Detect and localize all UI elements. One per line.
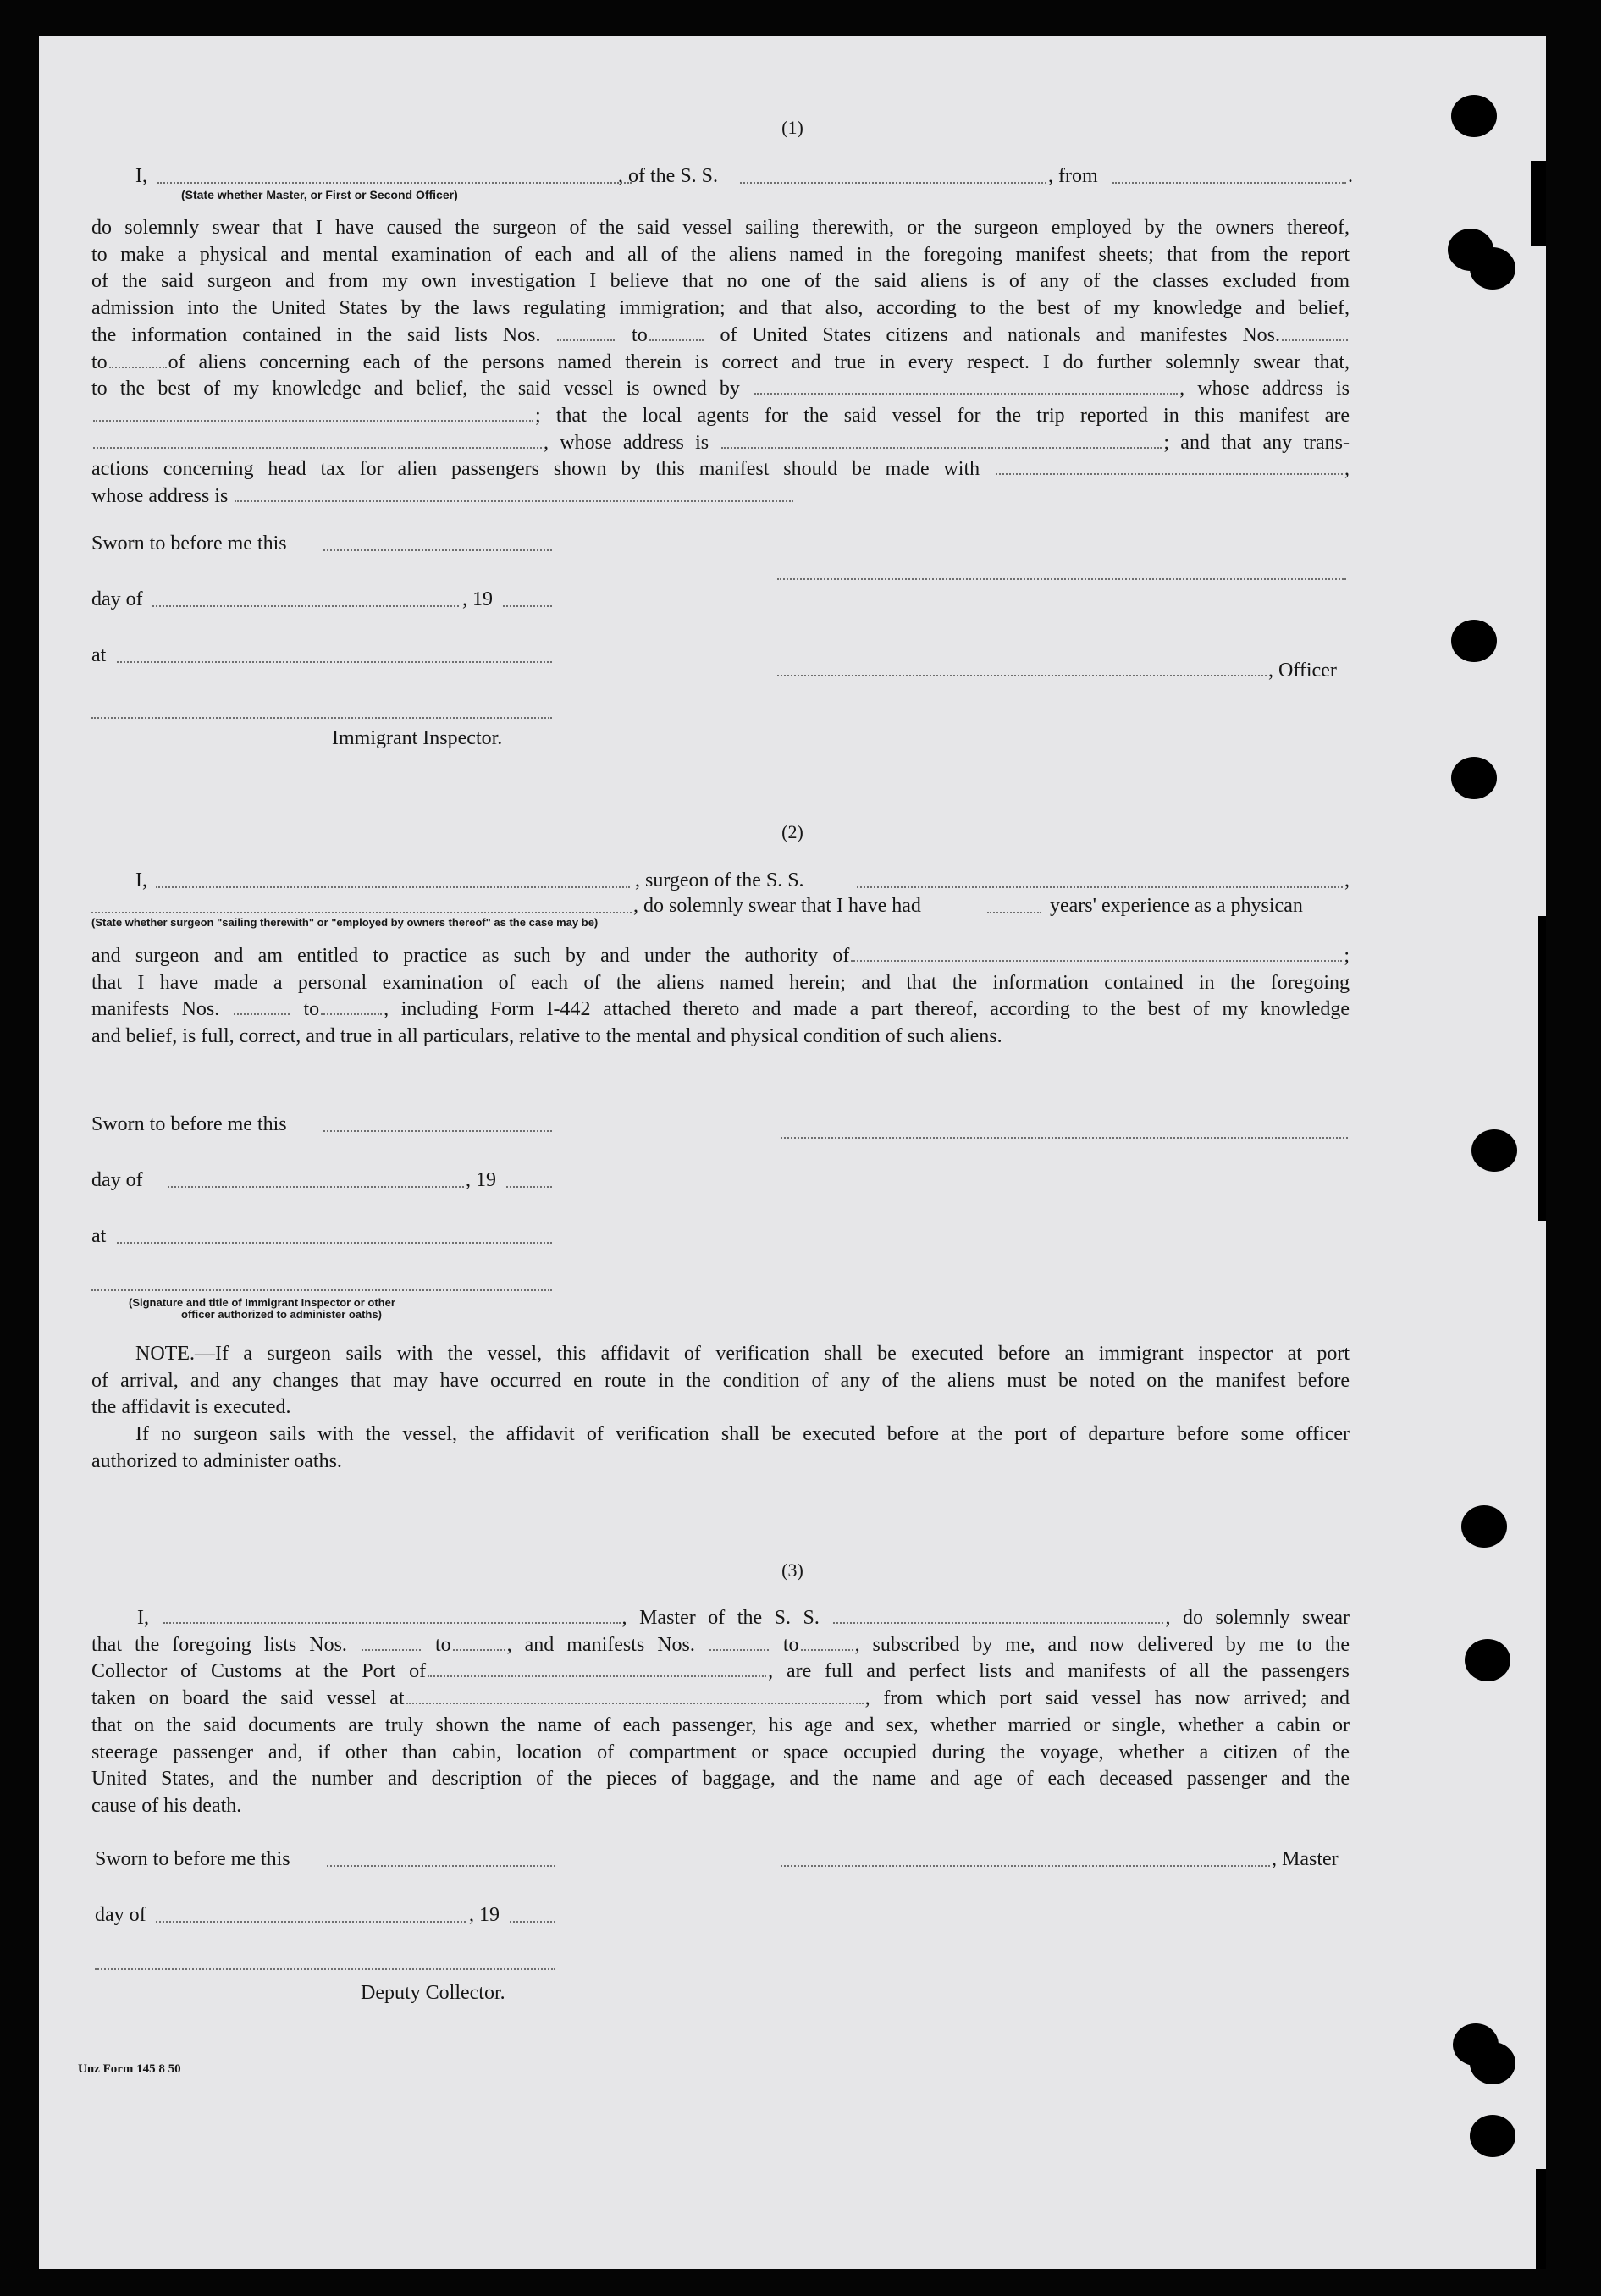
s3-lists-full-text: , are full and perfect lists and manifests of all the passengers xyxy=(768,1660,1350,1683)
s1-from-label: , from xyxy=(1048,165,1098,187)
s1-day-of-label: day of xyxy=(91,588,143,610)
s1-owner-address-label: , whose address is xyxy=(1179,378,1350,400)
s1-year-field[interactable] xyxy=(503,604,552,607)
s3-lists-from-field[interactable] xyxy=(362,1632,421,1651)
s1-owner-address-field[interactable] xyxy=(93,403,533,422)
s2-vessel-name-field[interactable] xyxy=(857,886,1343,888)
s1-of-ss-label: , of the S. S. xyxy=(618,165,719,187)
s3-oath-text xyxy=(91,1605,1350,1820)
s1-head-tax-text: actions concerning head tax for alien passengers shown by this manifest should be made with xyxy=(91,458,980,481)
s2-note2-line-1: If no surgeon sails with the vessel, the affidavit of verification shall be executed before at the port of departure before some officer xyxy=(135,1423,1350,1446)
s1-i-label: I, xyxy=(135,165,147,187)
s2-day-field[interactable] xyxy=(168,1185,464,1188)
s1-vessel-name-field[interactable] xyxy=(740,181,1046,184)
s1-head-tax-field[interactable] xyxy=(996,456,1343,475)
s2-oath-text xyxy=(91,943,1350,1051)
punch-hole xyxy=(1471,1129,1517,1172)
s3-master-label: , Master of the S. S. xyxy=(621,1607,820,1629)
s2-at-field[interactable] xyxy=(117,1241,552,1244)
s3-year-field[interactable] xyxy=(510,1920,555,1923)
s1-agents-field[interactable] xyxy=(93,430,542,449)
punch-hole xyxy=(1451,757,1497,799)
s3-line-4 xyxy=(91,1686,1350,1713)
s1-agents-text: ; that the local agents for the said vessel for the trip reported in this manifest are xyxy=(535,404,1350,427)
s3-swear-label: , do solemnly swear xyxy=(1165,1607,1350,1629)
s3-deputy-line[interactable] xyxy=(95,1968,555,1970)
binding-edge xyxy=(1536,2169,1546,2269)
punch-hole xyxy=(1451,95,1497,137)
s3-master-sig-label: , Master xyxy=(1272,1848,1339,1870)
s2-sig-note-1: (Signature and title of Immigrant Inspector or other xyxy=(129,1296,395,1309)
s1-officer-signature-field[interactable] xyxy=(777,674,1267,676)
s2-authority-field[interactable] xyxy=(851,943,1342,962)
s2-line-6: and belief, is full, correct, and true in all particulars, relative to the mental and physical condition of such aliens. xyxy=(91,1025,1002,1048)
s2-line3-end: ; xyxy=(1344,945,1350,967)
s3-line-2 xyxy=(91,1632,1350,1659)
s3-to-label: to xyxy=(434,1633,451,1656)
s2-inspector-signature-line[interactable] xyxy=(91,1289,552,1291)
s1-trans-text: ; and that any trans- xyxy=(1163,431,1350,454)
s3-line-5: that on the said documents are truly shown the name of each passenger, his age and sex, whether married or single, whether a cabin or xyxy=(91,1714,1350,1736)
punch-hole xyxy=(1461,1505,1507,1548)
s1-oath-text xyxy=(91,215,1350,511)
s1-officer-note: (State whether Master, or First or Second Officer) xyxy=(181,188,458,201)
s2-including-text: , including Form I-442 attached thereto and made a part thereof, according to the best of my knowledge xyxy=(384,998,1350,1021)
s1-signature-line[interactable] xyxy=(777,577,1346,580)
s3-year-label: , 19 xyxy=(469,1904,500,1926)
s1-day-field[interactable] xyxy=(152,604,459,607)
s1-line-8 xyxy=(91,376,1350,403)
s2-year-label: , 19 xyxy=(466,1169,496,1191)
s2-signature-line[interactable] xyxy=(781,1136,1348,1139)
s3-sworn-field[interactable] xyxy=(327,1864,555,1867)
s3-arrived-text: , from which port said vessel has now arrived; and xyxy=(864,1687,1350,1710)
s3-line-6: steerage passenger and, if other than cabin, location of compartment or space occupied during the voyage, whether a citizen of the xyxy=(91,1741,1350,1763)
s1-lists-label: the information contained in the said lists Nos. xyxy=(91,323,541,346)
s1-inspector-line[interactable] xyxy=(91,716,552,719)
s2-day-of-label: day of xyxy=(91,1169,143,1191)
punch-hole xyxy=(1451,620,1497,662)
s3-to-label-2: to xyxy=(782,1633,799,1656)
form-id: Unz Form 145 8 50 xyxy=(78,2062,181,2076)
s1-manifests-label: of United States citizens and nationals and manifestes Nos. xyxy=(720,323,1281,346)
s3-line-3 xyxy=(91,1659,1350,1686)
s2-note-line-1: NOTE.—If a surgeon sails with the vessel, this affidavit of verification shall be executed before an immigrant inspector at port xyxy=(135,1343,1350,1365)
s1-sworn-label: Sworn to before me this xyxy=(91,533,287,555)
s1-from-field[interactable] xyxy=(1112,181,1346,184)
s3-lists-to-field[interactable] xyxy=(453,1632,505,1651)
punch-hole xyxy=(1470,247,1515,290)
s1-agents-address-field[interactable] xyxy=(721,430,1162,449)
s1-sworn-field[interactable] xyxy=(323,549,552,551)
s1-line-6 xyxy=(91,323,1350,350)
s1-at-field[interactable] xyxy=(117,660,552,663)
s3-deputy-label: Deputy Collector. xyxy=(361,1982,505,2004)
s1-line11-end: , xyxy=(1344,458,1350,481)
s2-authority-label: and surgeon and am entitled to practice as such by and under the authority of xyxy=(91,945,850,967)
s3-line-8: cause of his death. xyxy=(91,1794,242,1817)
s2-note2-line-2: authorized to administer oaths. xyxy=(91,1449,342,1472)
s3-i-label: I, xyxy=(137,1607,149,1629)
s1-line-2: do solemnly swear that I have caused the surgeon of the said vessel sailing therewith, or the surgeon employed by the owners thereof, xyxy=(91,217,1350,239)
s3-port-label: Collector of Customs at the Port of xyxy=(91,1660,427,1683)
section-1-number: (1) xyxy=(781,117,803,138)
s1-inspector-label: Immigrant Inspector. xyxy=(332,727,503,749)
punch-hole xyxy=(1470,2115,1515,2157)
s1-manifests-from-field[interactable] xyxy=(1282,323,1348,341)
s3-vessel-name-field[interactable] xyxy=(833,1605,1163,1624)
s1-manifests-to-field[interactable] xyxy=(109,350,167,368)
s1-line-9 xyxy=(91,403,1350,430)
s2-years-label: years' experience as a physican xyxy=(1050,895,1303,917)
s1-head-tax-address-label: whose address is xyxy=(91,485,229,508)
s2-line1-end: , xyxy=(1344,869,1350,891)
s2-sig-note-2: officer authorized to administer oaths) xyxy=(181,1308,382,1321)
s3-taken-at-field[interactable] xyxy=(406,1686,864,1704)
s1-owned-by-label: to the best of my knowledge and belief, the said vessel is owned by xyxy=(91,378,740,400)
s2-sworn-field[interactable] xyxy=(323,1129,552,1132)
s2-surgeon-note: (State whether surgeon "sailing therewith" or "employed by owners thereof" as the case may be) xyxy=(91,916,599,929)
binding-tab xyxy=(1531,161,1546,246)
punch-hole xyxy=(1470,2042,1515,2084)
s2-note-line-3: the affidavit is executed. xyxy=(91,1396,291,1419)
s3-day-of-label: day of xyxy=(95,1904,146,1926)
s1-officer-field[interactable] xyxy=(157,181,632,184)
s2-note-text xyxy=(91,1341,1350,1476)
s1-to-label-2: to xyxy=(91,350,108,373)
s1-owner-field[interactable] xyxy=(754,376,1178,395)
s3-subscribed-text: , subscribed by me, and now delivered by me to the xyxy=(854,1633,1350,1656)
s3-taken-label: taken on board the said vessel at xyxy=(91,1687,405,1710)
s2-sworn-label: Sworn to before me this xyxy=(91,1113,287,1135)
s1-to-label: to xyxy=(632,323,648,346)
s1-aliens-text: of aliens concerning each of the persons named therein is correct and true in every respect. I do further solemnly swear that, xyxy=(168,350,1350,373)
s1-agents-address-label: , whose address is xyxy=(544,431,709,454)
s2-year-field[interactable] xyxy=(506,1185,552,1188)
s3-manifests-label: , and manifests Nos. xyxy=(506,1633,695,1656)
s2-line-5 xyxy=(91,996,1350,1024)
s1-line-10 xyxy=(91,430,1350,457)
s2-at-label: at xyxy=(91,1225,107,1247)
s3-line-1 xyxy=(91,1605,1350,1632)
form-page xyxy=(39,36,1546,2269)
s3-master-signature-field[interactable] xyxy=(781,1864,1270,1867)
s2-i-label: I, xyxy=(135,869,147,891)
s2-manifests-label: manifests Nos. xyxy=(91,998,220,1021)
s1-officer-label: , Officer xyxy=(1268,660,1337,682)
s2-years-field[interactable] xyxy=(987,911,1041,913)
s2-manifests-to-field[interactable] xyxy=(321,996,382,1015)
section-2-number: (2) xyxy=(781,821,803,842)
s2-manifests-from-field[interactable] xyxy=(234,996,290,1015)
s1-year-label: , 19 xyxy=(462,588,493,610)
s2-surgeon-name-field[interactable] xyxy=(156,886,630,888)
s1-at-label: at xyxy=(91,644,107,666)
s2-swear-label: , do solemnly swear that I have had xyxy=(633,895,921,917)
s1-line-3: to make a physical and mental examination of each and all of the aliens named in the foregoing manifest sheets; that from the report xyxy=(91,243,1350,266)
s3-manifests-from-field[interactable] xyxy=(709,1632,769,1651)
s2-line-4: that I have made a personal examination of each of the aliens named herein; and that the information contained in the foregoing xyxy=(91,971,1350,994)
s3-master-name-field[interactable] xyxy=(163,1605,621,1624)
binding-edge xyxy=(1538,916,1546,1221)
section-3-number: (3) xyxy=(781,1559,803,1581)
s1-line-12 xyxy=(91,483,1350,511)
s3-line-7: United States, and the number and description of the pieces of baggage, and the name and age of each deceased passenger and the xyxy=(91,1768,1350,1791)
s1-line-5: admission into the United States by the laws regulating immigration; and that also, according to the best of my knowledge and belief, xyxy=(91,297,1350,320)
s2-to-label: to xyxy=(303,998,320,1021)
s2-line-3 xyxy=(91,943,1350,970)
punch-hole xyxy=(1465,1639,1510,1681)
s3-sworn-label: Sworn to before me this xyxy=(95,1848,290,1870)
s2-note-line-2: of arrival, and any changes that may have occurred en route in the condition of any of the aliens must be noted on the manifest before xyxy=(91,1369,1350,1392)
s3-lists-label: that the foregoing lists Nos. xyxy=(91,1633,347,1656)
s1-line-11 xyxy=(91,456,1350,483)
s1-line1-end: . xyxy=(1348,165,1353,187)
s3-manifests-to-field[interactable] xyxy=(801,1632,853,1651)
s1-head-tax-address-field[interactable] xyxy=(235,483,793,502)
s1-line-4: of the said surgeon and from my own investigation I believe that no one of the said aliens is of any of the classes excluded from xyxy=(91,270,1350,293)
s2-surgeon-type-field[interactable] xyxy=(91,911,632,913)
s1-lists-from-field[interactable] xyxy=(557,323,615,341)
s3-day-field[interactable] xyxy=(156,1920,466,1923)
s1-line-7 xyxy=(91,350,1350,377)
s3-port-field[interactable] xyxy=(428,1659,766,1677)
s2-surgeon-label: , surgeon of the S. S. xyxy=(635,869,804,891)
s1-lists-to-field[interactable] xyxy=(649,323,704,341)
